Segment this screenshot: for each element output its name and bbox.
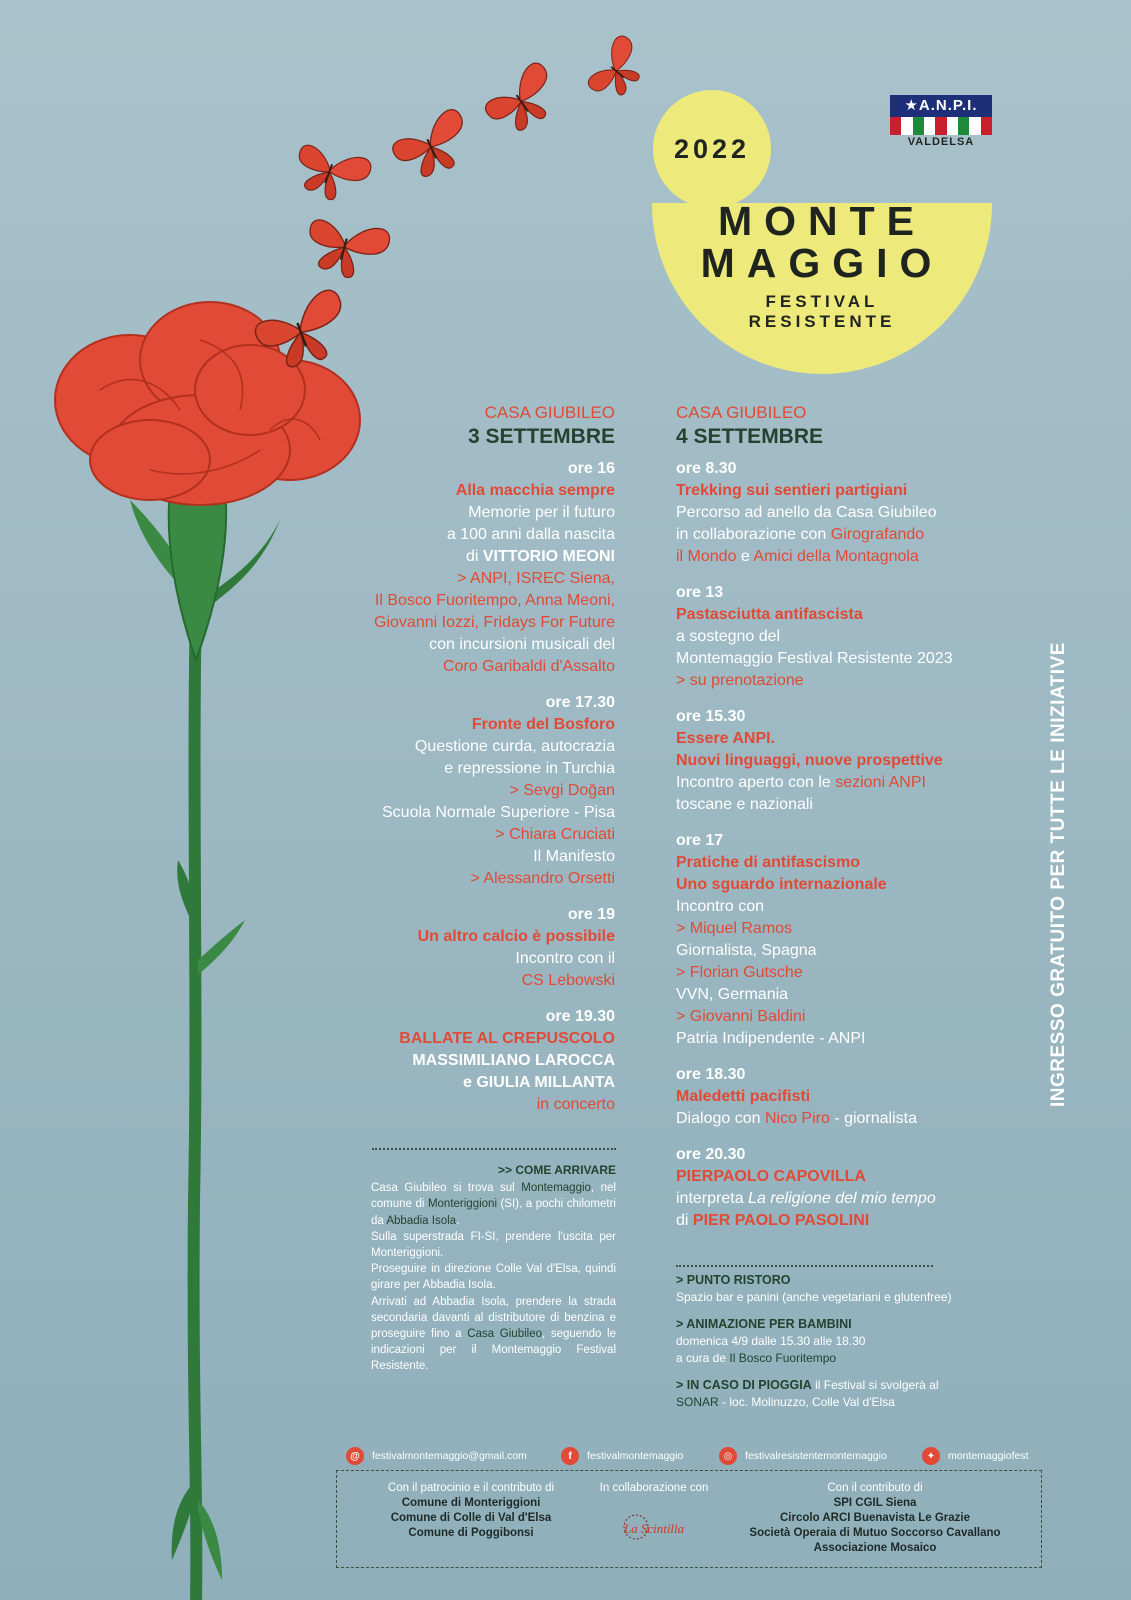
italian-flag-icon — [890, 117, 992, 135]
event-line: di — [676, 1212, 693, 1229]
event-guest: sezioni ANPI — [835, 774, 926, 791]
sponsors-contributors — [715, 1481, 1035, 1556]
event-line: Questione curda, autocrazia — [414, 738, 615, 755]
festival-subtitle — [652, 292, 992, 332]
anpi-logo-text: ★A.N.P.I. — [890, 95, 992, 117]
sponsors-collaboration — [584, 1481, 724, 1496]
directions — [371, 1162, 616, 1375]
directions-paragraph: Sulla superstrada FI-SI, prendere l'uscita per Monteriggioni. — [371, 1230, 616, 1260]
free-entry-banner: INGRESSO GRATUITO PER TUTTE LE INIZIATIVE — [1048, 642, 1069, 1107]
event-line: VVN, Germania — [676, 986, 789, 1003]
event-line: Giornalista, Spagna — [676, 942, 817, 959]
social-facebook-text: festivalmontemaggio — [587, 1450, 684, 1462]
event-item — [320, 692, 615, 890]
event-line: di — [465, 548, 483, 565]
event-item — [676, 458, 1036, 568]
spark-icon — [614, 1507, 694, 1549]
extra-title: > PUNTO RISTORO — [676, 1273, 791, 1287]
social-email-text: festivalmontemaggio@gmail.com — [372, 1450, 527, 1462]
event-line: a sostegno del — [676, 628, 781, 645]
event-guest: PIER PAOLO PASOLINI — [692, 1212, 870, 1229]
extras-info — [676, 1272, 1016, 1421]
event-line: e repressione in Turchia — [444, 760, 615, 777]
divider — [372, 1148, 616, 1150]
event-line: Incontro aperto con le — [676, 774, 836, 791]
extra-text: Spazio bar e panini (anche vegetariani e glutenfree) — [676, 1290, 952, 1304]
event-item — [676, 706, 1036, 816]
social-instagram-text: festivalresistentemontemaggio — [745, 1450, 887, 1462]
event-title: Pratiche di antifascismo — [676, 854, 861, 871]
event-item — [320, 1006, 615, 1116]
event-guest: Amici della Montagnola — [753, 548, 919, 565]
event-time: ore 17 — [676, 832, 724, 849]
event-performer: e GIULIA MILLANTA — [463, 1074, 615, 1091]
event-line: Incontro con il — [515, 950, 615, 967]
extra-org: Il Bosco Fuoritempo — [729, 1351, 837, 1365]
directions-place: Montemaggio — [521, 1182, 591, 1195]
event-guest: > Alessandro Orsetti — [470, 870, 615, 887]
event-guest: > ANPI, ISREC Siena, — [457, 570, 615, 587]
event-line: Patria Indipendente - ANPI — [676, 1030, 866, 1047]
event-guest: > Chiara Cruciati — [495, 826, 615, 843]
event-guest: Coro Garibaldi d'Assalto — [442, 658, 615, 675]
extra-title: > ANIMAZIONE PER BAMBINI — [676, 1317, 852, 1331]
event-time: ore 20.30 — [676, 1146, 746, 1163]
day2-date: 4 SETTEMBRE — [676, 425, 824, 448]
event-guest: il Mondo — [676, 548, 737, 565]
directions-text: Arrivati ad Abbadia Isola, prendere la strada secondaria davanti al distributore di benzina e proseguire fino a — [371, 1295, 616, 1341]
event-guest: Il Bosco Fuoritempo, Anna Meoni, — [374, 592, 615, 609]
event-title: PIERPAOLO CAPOVILLA — [676, 1168, 866, 1185]
directions-text: . — [456, 1214, 460, 1227]
event-time: ore 13 — [676, 584, 724, 601]
festival-title-line2: MAGGIO — [700, 240, 944, 286]
sponsor-name: Circolo ARCI Buenavista Le Grazie — [779, 1512, 970, 1524]
sponsor-name: SPI CGIL Siena — [833, 1497, 917, 1509]
directions-text: (SI), a pochi chilometri da — [371, 1198, 616, 1227]
event-title: Maledetti pacifisti — [676, 1088, 811, 1105]
sponsor-name: Comune di Colle di Val d'Elsa — [390, 1512, 552, 1524]
directions-place: Casa Giubileo — [467, 1328, 542, 1341]
email-icon: @ — [346, 1447, 364, 1465]
event-title: BALLATE AL CREPUSCOLO — [399, 1030, 615, 1047]
festival-title — [652, 200, 992, 284]
festival-subtitle-line1: FESTIVAL — [765, 292, 879, 311]
day1-venue: CASA GIUBILEO — [484, 403, 615, 422]
extra-rain — [676, 1377, 1016, 1411]
directions-text: , seguendo le indicazioni per il Montemaggio Festival Resistente. — [371, 1328, 616, 1373]
event-time: ore 17.30 — [545, 694, 615, 711]
event-time: ore 16 — [567, 460, 615, 477]
sponsors-heading: Con il patrocinio e il contributo di — [387, 1482, 555, 1494]
day1-date: 3 SETTEMBRE — [467, 425, 615, 448]
event-title: Essere ANPI. — [676, 730, 776, 747]
event-title: Alla macchia sempre — [455, 482, 615, 499]
directions-paragraph: Proseguire in direzione Colle Val d'Elsa, quindi girare per Abbadia Isola. — [371, 1263, 616, 1292]
social-email[interactable] — [346, 1446, 527, 1466]
event-line: Memorie per il futuro — [468, 504, 615, 521]
event-guest: Nico Piro — [764, 1110, 830, 1127]
event-line: toscane e nazionali — [676, 796, 813, 813]
event-time: ore 15.30 — [676, 708, 746, 725]
extra-food — [676, 1272, 1016, 1306]
event-line: Montemaggio Festival Resistente 2023 — [676, 650, 953, 667]
event-line: Scuola Normale Superiore - Pisa — [382, 804, 615, 821]
event-guest: > Miquel Ramos — [676, 920, 793, 937]
event-item — [676, 582, 1036, 692]
sponsor-name: Comune di Poggibonsi — [408, 1527, 534, 1539]
event-line: Il Manifesto — [533, 848, 615, 865]
sponsor-name: Società Operaia di Mutuo Soccorso Cavallano — [749, 1527, 1001, 1539]
directions-text: Casa Giubileo si trova sul — [371, 1182, 522, 1195]
instagram-icon: ◎ — [719, 1447, 737, 1465]
extra-text: domenica 4/9 dalle 15.30 alle 18.30 — [676, 1334, 866, 1348]
event-time: ore 19.30 — [545, 1008, 615, 1025]
event-person: VITTORIO MEONI — [482, 548, 615, 565]
event-title: Fronte del Bosforo — [471, 716, 615, 733]
event-performer: MASSIMILIANO LAROCCA — [412, 1052, 615, 1069]
event-time: ore 19 — [567, 906, 615, 923]
year-badge: 2022 — [653, 90, 771, 208]
event-title: Pastasciutta antifascista — [676, 606, 863, 623]
sponsors-patronage — [351, 1481, 591, 1541]
event-title: Uno sguardo internazionale — [676, 876, 887, 893]
event-line: Dialogo con — [676, 1110, 765, 1127]
event-line: interpreta — [676, 1190, 749, 1207]
social-facebook[interactable] — [561, 1446, 683, 1466]
facebook-icon: f — [561, 1447, 579, 1465]
event-guest: Girografando — [830, 526, 925, 543]
directions-place: Abbadia Isola — [386, 1214, 457, 1227]
extra-text: il Festival si svolgerà al — [811, 1378, 939, 1392]
sponsor-name: Comune di Monteriggioni — [401, 1497, 541, 1509]
programme-day1 — [320, 402, 615, 1130]
directions-title: >> COME ARRIVARE — [497, 1163, 616, 1177]
event-line: Incontro con — [676, 898, 765, 915]
event-title: Trekking sui sentieri partigiani — [676, 482, 908, 499]
event-line: a 100 anni dalla nascita — [446, 526, 615, 543]
event-item — [320, 458, 615, 678]
directions-place: Monteriggioni — [427, 1198, 497, 1211]
directions-paragraph — [371, 1180, 616, 1229]
event-guest: > Florian Gutsche — [676, 964, 803, 981]
event-line: Percorso ad anello da Casa Giubileo — [676, 504, 937, 521]
event-time: ore 18.30 — [676, 1066, 746, 1083]
directions-paragraph — [371, 1294, 616, 1375]
event-note: > su prenotazione — [676, 672, 804, 689]
event-item — [676, 1064, 1036, 1130]
festival-subtitle-line2: RESISTENTE — [748, 312, 896, 331]
day2-venue: CASA GIUBILEO — [676, 403, 807, 422]
event-guest: Giovanni Iozzi, Fridays For Future — [374, 614, 615, 631]
svg-text:La Scintilla: La Scintilla — [623, 1521, 685, 1536]
event-line: in concerto — [536, 1096, 615, 1113]
event-item — [676, 1144, 1036, 1232]
extra-text: - loc. Molinuzzo, Colle Val d'Elsa — [718, 1395, 895, 1409]
social-twitter[interactable] — [922, 1446, 1029, 1466]
event-work-title: La religione del mio tempo — [748, 1190, 936, 1207]
twitter-icon: ✦ — [922, 1447, 940, 1465]
event-line: - giornalista — [829, 1110, 918, 1127]
event-line: e — [736, 548, 754, 565]
anpi-logo-sub: VALDELSA — [907, 136, 975, 148]
sponsor-name: Associazione Mosaico — [813, 1542, 937, 1554]
sponsors-heading: In collaborazione con — [599, 1482, 709, 1494]
extra-venue: SONAR — [676, 1395, 719, 1409]
sponsors-box — [336, 1470, 1042, 1568]
social-twitter-text: montemaggiofest — [948, 1450, 1029, 1462]
extra-text: a cura de — [676, 1351, 730, 1365]
extra-title: > IN CASO DI PIOGGIA — [676, 1378, 812, 1392]
event-guest: > Giovanni Baldini — [676, 1008, 806, 1025]
extra-kids — [676, 1316, 1016, 1367]
event-guest: > Sevgi Doğan — [509, 782, 615, 799]
event-line: con incursioni musicali del — [429, 636, 615, 653]
directions-text: , nel comune di — [371, 1182, 616, 1211]
divider — [676, 1265, 933, 1267]
event-item — [320, 904, 615, 992]
festival-title-line1: MONTE — [717, 198, 927, 244]
event-title: Nuovi linguaggi, nuove prospettive — [676, 752, 943, 769]
sponsors-heading: Con il contributo di — [827, 1482, 923, 1494]
event-title: Un altro calcio è possibile — [417, 928, 615, 945]
event-line: in collaborazione con — [676, 526, 831, 543]
social-instagram[interactable] — [719, 1446, 887, 1466]
anpi-logo — [890, 95, 992, 155]
la-scintilla-logo — [614, 1507, 694, 1549]
event-guest: CS Lebowski — [521, 972, 615, 989]
programme-day2 — [676, 402, 1036, 1246]
event-item — [676, 830, 1036, 1050]
event-time: ore 8.30 — [676, 460, 737, 477]
